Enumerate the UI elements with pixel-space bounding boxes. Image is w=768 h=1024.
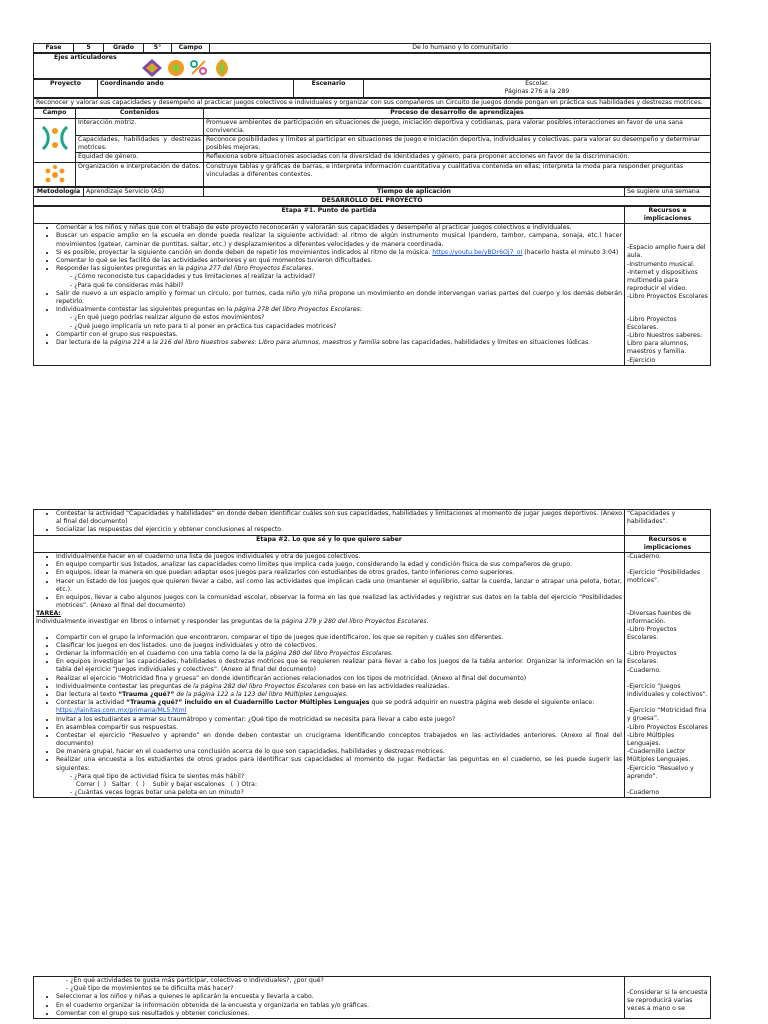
ejes-table <box>33 53 711 79</box>
contents-table <box>33 108 711 186</box>
campo-header: Campo <box>34 109 76 118</box>
metodologia-table <box>33 187 711 206</box>
list-item: • Individualmente contestar las preguntas de la página 282 del libro Proyectos Escolares con base en las actividades realizadas. <box>56 683 622 691</box>
escenario-value: Escolar. <box>525 80 549 88</box>
paginas-value: Páginas 276 a la 289 <box>504 88 570 96</box>
question-item: - ¿Para qué tipo de actividad física te sientes más hábil? Correr ( ) Saltar ( ) Subir y bajar escalones ( ) Otra: <box>70 773 622 789</box>
list-item: • Hacer un listado de los juegos que quieren llevar a cabo, así como las actividades que implican cada uno (mantener el equilibrio, saltar la cuerda, lanzar o atrapar una pelota, botar, etc.). <box>56 578 622 594</box>
header-table <box>33 43 711 53</box>
diamond-icon <box>141 58 163 78</box>
desarrollo-title: DESARROLLO DEL PROYECTO <box>34 196 711 205</box>
etapa1-table <box>33 206 711 366</box>
question-item: - ¿Cómo reconociste tus capacidades y tus limitaciones al realizar la actividad? <box>70 273 622 281</box>
proyecto-value: Coordinando ando <box>98 80 294 98</box>
fase-value: 5 <box>74 44 104 53</box>
list-item: • Socializar las respuestas del ejercicio y obtener conclusiones al respecto. <box>56 526 622 534</box>
proceso-header: Proceso de desarrollo de aprendizajes <box>204 109 711 118</box>
list-item: • Dar lectura al texto “Trauma ¿qué?” de la página 122 a la 123 del libro Múltiples Lenguajes. <box>56 691 622 699</box>
list-item: • Clasificar los juegos en dos listados: uno de juegos individuales y otro de colectivos. <box>56 642 622 650</box>
ejes-cell <box>34 54 711 79</box>
etapa2-continued-table <box>33 976 711 1019</box>
resource-item: -Ejercicio “Juegos individuales y colectivos”. <box>627 682 708 698</box>
escenario-label: Escenario <box>294 80 364 98</box>
resource-item: -Cuadernillo Lector Múltiples Lenguajes. <box>627 748 691 764</box>
contenido-3: Equidad de género. <box>76 153 204 162</box>
resource-item: -Considerar si la encuesta se reproducirá varias veces a mano o se <box>625 977 711 1019</box>
planning-sheet-page-3 <box>33 976 711 1019</box>
list-item: • Responder las siguientes preguntas en la página 277 del libro Proyectos Escolares. - ¿Cómo reconociste tus capacidades y tus limitaciones al realizar la actividad? - ¿Para qué te consideras más hábil? <box>56 265 622 290</box>
recursos-header-1: Recursos e implicaciones <box>625 206 711 223</box>
list-item: • Realizar el ejercicio “Motricidad fina y gruesa” en donde identificarán acciones relacionados con los tipos de motricidad. (Anexo al final del documento) <box>56 675 622 683</box>
plant-icon <box>211 58 233 78</box>
campo-value: De lo humano y lo comunitario <box>210 44 711 53</box>
resource-item: -Diversas fuentes de información. <box>627 609 691 625</box>
resource-item: -Cuaderno. <box>627 666 662 674</box>
objetivo-text: Reconocer y valorar sus capacidades y desempeño al practicar juegos colectivos e individuales y organizar con sus compañeros un Circuito de juegos donde pongan en práctica sus habilidades y destrezas motrices. <box>34 99 711 108</box>
question-item: - ¿Para qué te consideras más hábil? <box>70 282 622 290</box>
campo-label: Campo <box>172 44 210 53</box>
etapa2-title: Etapa #2. Lo que sé y lo que quiero saber <box>34 535 625 552</box>
lainitas-link[interactable]: https://lainitas.com.mx/primaria/ML5.html <box>56 707 187 715</box>
etapa1-resources <box>625 224 711 365</box>
list-item: • En equipo compartir sus listados, analizar las capacidades como límites que implica cada juego, considerando la edad y condición física de sus compañeros de grupo. <box>56 561 622 569</box>
list-item: • Ordenar la información en el cuaderno con una tabla como la de la página 280 del libro Proyectos Escolares. <box>56 650 622 658</box>
proyecto-label: Proyecto <box>34 80 98 98</box>
campo-logo-icon <box>34 118 76 162</box>
resource-item: -Libro Nuestros saberes: Libro para alumnos, maestros y familia. <box>627 331 703 356</box>
grado-value: 5° <box>144 44 172 53</box>
list-item: • En asamblea compartir sus respuestas. <box>56 724 622 732</box>
resource-item: -Cuaderno <box>627 788 660 796</box>
ejes-articuladores-icons <box>36 54 708 78</box>
resource-item: “Capacidades y habilidades”. <box>625 510 711 536</box>
list-item: • Contestar el ejercicio “Resuelvo y aprendo” en donde deben contestar un crucigrama identificando conceptos trabajados en las actividades anteriores. (Anexo al final del documento) <box>56 732 622 748</box>
proceso-1: Promueve ambientes de participación en situaciones de juego, iniciación deportiva y cotidianas, para valorar posibles interacciones en favor de una sana convivencia. <box>204 118 711 135</box>
list-item: • Salir de nuevo a un espacio amplio y formar un círculo, por turnos, cada niño y/o niña propone un movimiento en donde intervengan varias partes del cuerpo y los demás deberán repetirlo. <box>56 290 622 306</box>
etapa1-title: Etapa #1. Punto de partida <box>34 206 625 223</box>
math-logo-icon <box>34 162 76 186</box>
list-item: • Si es posible, proyectar la siguiente canción en donde deben de repetir los movimientos indicados al ritmo de la música. https://youtu.be/yBDr6Oj7_oI (hacerlo hasta el minuto 3:04) <box>56 249 622 257</box>
etapa1-activities <box>34 224 625 365</box>
fase-label: Fase <box>34 44 74 53</box>
proyecto-table <box>33 79 711 98</box>
resource-item: -Espacio amplio fuera del aula. <box>627 244 706 260</box>
metodologia-label: Metodología <box>34 187 84 196</box>
list-item: • En equipos investigar las capacidades, habilidades o destrezas motrices que se requieren realizar para llevar a cabo los juegos de la tabla anterior. Organizar la información en la tabla del ejercicio “Juegos individuales y colectivos”. (Anexo al final del documento) <box>56 658 622 674</box>
proceso-3: Reflexiona sobre situaciones asociadas con la diversidad de identidades y género, para proponer acciones en favor de la discriminación. <box>204 153 711 162</box>
list-item: • Individualmente hacer en el cuaderno una lista de juegos individuales y otra de juegos colectivos. <box>56 553 622 561</box>
contenido-4: Organización e interpretación de datos. <box>76 162 204 186</box>
proceso-4: Construye tablas y gráficas de barras, e interpreta información cuantitativa y cualitativa contenida en ellas; interpreta la moda para responder preguntas vinculadas a diferentes contextos. <box>204 162 711 186</box>
resource-item: -Ejercicio “Posibilidades motrices”. <box>627 569 701 585</box>
list-item: • Dar lectura de la página 214 a la 216 del libro Nuestros saberes: Libro para alumnos, maestros y familia sobre las capacidades, habilidades y límites en situaciones lúdicas. <box>56 339 622 347</box>
list-item: • Seleccionar a los niños y niñas a quienes le aplicarán la encuesta y llevarla a cabo. <box>56 993 622 1001</box>
list-item: • Compartir con el grupo la información que encontraron, comparar el tipo de juegos que identificaron, los que se repiten y cuáles son diferentes. <box>56 634 622 642</box>
flower-icon <box>42 164 68 186</box>
planning-sheet-page-2 <box>33 509 711 798</box>
resource-item: -Libro Múltiples Lenguajes. <box>627 731 675 747</box>
etapa2-table <box>33 509 711 798</box>
list-item: • En equipos, llevar a cabo algunos juegos con la comunidad escolar, observar la forma en las que realizad las actividades y registrar sus datos en la tabla del ejercicio “Posibilidades motrices”. (Anexo al final del documento) <box>56 594 622 610</box>
list-item: • En el cuaderno organizar la información obtenida de la encuesta y organizarla en tablas y/o gráficas. <box>56 1002 622 1010</box>
list-item: • Buscar un espacio amplio en la escuela en donde pueda realizar la siguiente actividad: al ritmo de algún instrumento musical (pandero, tambor, campana, sonaja, etc.) hacer movimientos (gatear, caminar de puntitas, saltar, etc.) y desplazamientos a diferentes velocidades y de manera coordinada. <box>56 232 622 248</box>
list-item: • En equipos, idear la manera en que puedan adaptar esos juegos para realizarlos con estudiantes de otros grados, tanto inferiores como superiores. <box>56 569 622 577</box>
question-item: - ¿Cuántas veces logras botar una pelota en un minuto? <box>70 789 622 797</box>
youtube-link[interactable]: https://youtu.be/yBDr6Oj7_oI <box>432 248 523 256</box>
list-item: • Contestar la actividad “Capacidades y habilidades” en donde deben identificar cuáles son sus capacidades, habilidades y limitaciones al momento de jugar juegos deportivos. (Anexo al final del documento) <box>56 510 622 526</box>
resource-item: -Ejercicio “Resuelvo y aprendo”. <box>627 764 694 780</box>
contenido-1: Interacción motriz. <box>76 118 204 135</box>
tarea-text: Individualmente investigar en libros o internet y responder las preguntas de la página 279 y 280 del libro Proyectos Escolares. <box>36 618 429 626</box>
list-item: • Contestar la actividad “Trauma ¿qué?” incluido en el Cuadernillo Lector Múltiples Lenguajes que se podrá adquirir en nuestra página web desde el siguiente enlace: https://lainitas.com.mx/primaria/ML5.html <box>56 699 622 715</box>
list-item: • Invitar a los estudiantes a armar su traumátropo y comentar: ¿Qué tipo de motricidad se necesita para llevar a cabo este juego? <box>56 716 622 724</box>
objetivo-table <box>33 98 711 108</box>
list-item: • Comentar lo qué se les facilitó de las actividades anteriores y en qué momentos tuvieron dificultades. <box>56 257 622 265</box>
ejes-label: Ejes articuladores <box>54 54 117 62</box>
hands-icon <box>40 123 70 153</box>
recursos-header-2: Recursos e implicaciones <box>625 535 711 552</box>
list-item: • De manera grupal, hacer en el cuaderno una conclusión acerca de lo que son capacidades, habilidades y destrezas motrices. <box>56 748 622 756</box>
grado-label: Grado <box>104 44 144 53</box>
resource-item: -Libro Proyectos Escolares <box>627 723 708 731</box>
tiempo-label: Tiempo de aplicación <box>204 187 625 196</box>
proceso-2: Reconoce posibilidades y límites al participar en situaciones de juego e iniciación deportiva, individuales y colectivas, para valorar su desempeño y determinar posibles mejoras. <box>204 135 711 152</box>
resource-item: -Cuaderno. <box>627 552 662 560</box>
resource-item: -Instrumento musical. <box>627 260 695 268</box>
sun-icon <box>165 58 187 78</box>
question-item: - ¿Qué tipo de movimientos se te dificulta más hacer? <box>66 985 622 993</box>
etapa2-continued <box>34 977 625 1019</box>
planning-sheet-page-1 <box>33 43 711 366</box>
tiempo-value: Se sugiere una semana <box>625 187 711 196</box>
list-item: • Comentar a los niños y niñas que con el trabajo de este proyecto reconocerán y valorarán sus capacidades y desempeño al practicar juegos colectivos e individuales. <box>56 224 622 232</box>
contenido-2: Capacidades, habilidades y destrezas motrices. <box>76 135 204 152</box>
people-icon <box>189 58 209 78</box>
list-item: • Comentar con el grupo sus resultados y obtener conclusiones. <box>56 1010 622 1018</box>
resource-item: -Libro Proyectos Escolares <box>627 293 708 301</box>
tarea-label: TAREA: <box>36 610 61 618</box>
contenidos-header: Contenidos <box>76 109 204 118</box>
metodologia-value: Aprendizaje Servicio (AS) <box>84 187 204 196</box>
list-item: • Individualmente contestar las siguientes preguntas en la página 278 del libro Proyectos Escolares: - ¿En qué juego podrías realizar alguno de estos movimientos? - ¿Qué juego implicaría un reto para ti al poner en práctica tus capacidades motrices? <box>56 306 622 331</box>
etapa2-resources <box>625 552 711 797</box>
resource-item: -Libro Proyectos Escolares. <box>627 650 677 666</box>
escenario-cell <box>364 80 711 98</box>
etapa1-continued <box>34 510 625 536</box>
question-item: - ¿En qué juego podrías realizar alguno de estos movimientos? <box>70 314 622 322</box>
resource-item: -Ejercicio “Motricidad fina y gruesa”. <box>627 707 707 723</box>
question-item: - ¿En qué actividades te gusta más participar, colectivas o individuales?, ¿por qué? <box>66 977 622 985</box>
resource-item: -Libro Proyectos Escolares. <box>627 315 677 331</box>
etapa2-activities <box>34 552 625 797</box>
resource-item: -Internet y dispositivos multimedia para reproducir el video. <box>627 268 698 293</box>
resource-item: -Ejercicio <box>627 356 656 364</box>
list-item: • Realizar una encuesta a los estudiantes de otros grados para identificar sus capacidades al momento de jugar. Redactar las peguntas en el cuaderno, se les puede sugerir las siguientes: - ¿Para qué tipo de actividad física te sientes más hábil? Correr ( ) Saltar ( ) Subir y bajar escalones ( ) Otra: - ¿Cuántas veces logras botar una pelota en un minuto? <box>56 756 622 797</box>
resource-item: -Libro Proyectos Escolares. <box>627 625 677 642</box>
question-item: - ¿Qué juego implicaría un reto para ti al poner en práctica tus capacidades motrices? <box>70 323 622 331</box>
list-item: • Compartir con el grupo sus respuestas. <box>56 331 622 339</box>
